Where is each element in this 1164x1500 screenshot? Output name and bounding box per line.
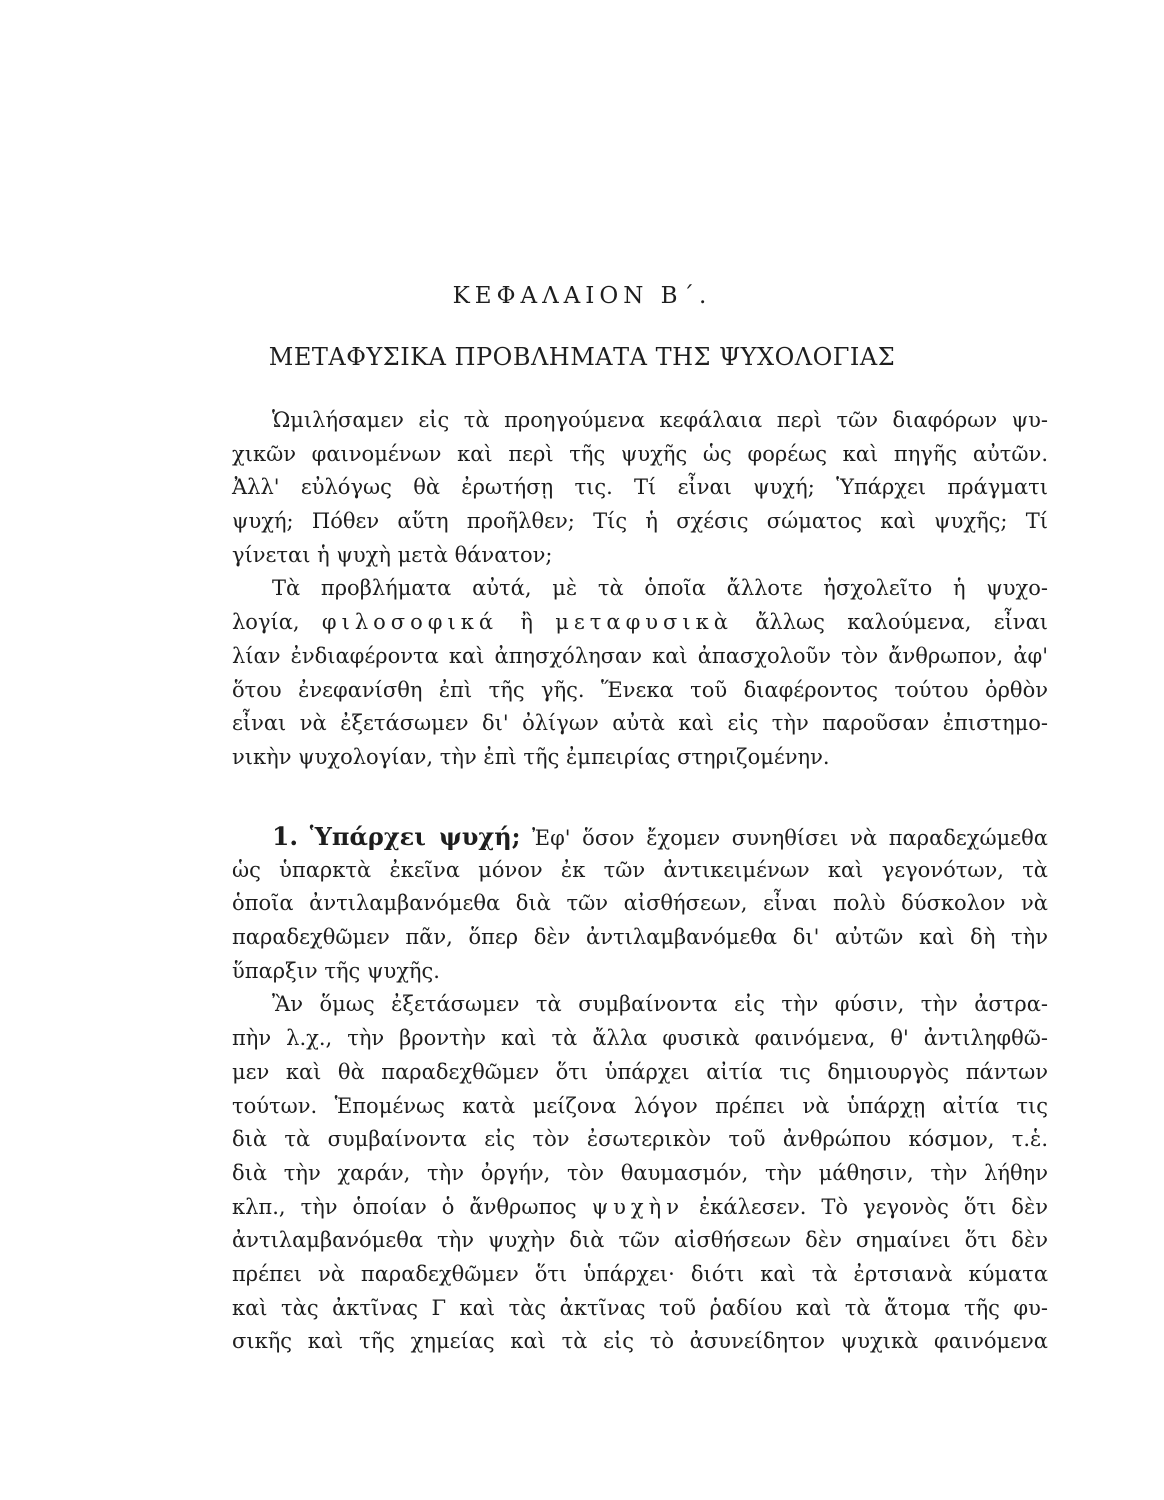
text-line: Ἀλλ' εὐλόγως θὰ ἐρωτήσῃ τις. Τί εἶναι ψυχή; Ὑπάρχει πράγματι — [232, 475, 1048, 500]
chapter-label: ΚΕΦΑΛΑΙΟΝ Β΄. — [452, 283, 712, 309]
text-line: ψυχή; Πόθεν αὕτη προῆλθεν; Τίς ἡ σχέσις σώματος καὶ ψυχῆς; Τί — [232, 509, 1048, 534]
text-line: εἶναι νὰ ἐξετάσωμεν δι' ὀλίγων αὐτὰ καὶ εἰς τὴν παροῦσαν ἐπιστημο- — [232, 711, 1048, 736]
text-fragment: Ἐφ' ὅσον ἔχομεν συνηθίσει νὰ παραδεχώμεθα — [532, 826, 1048, 850]
text-line: τούτων. Ἑπομένως κατὰ μείζονα λόγον πρέπει νὰ ὑπάρχῃ αἰτία τις — [232, 1093, 1048, 1118]
section-title: Ὑπάρχει ψυχή; — [309, 822, 521, 851]
text-line: γίνεται ἡ ψυχὴ μετὰ θάνατον; — [232, 542, 553, 567]
text-line: διὰ τὴν χαράν, τὴν ὀργήν, τὸν θαυμασμόν, τὴν μάθησιν, τὴν λήθην — [232, 1160, 1048, 1185]
text-line: Ὡμιλήσαμεν εἰς τὰ προηγούμενα κεφάλαια περὶ τῶν διαφόρων ψυ- — [272, 408, 1048, 432]
section-heading-line — [232, 820, 1048, 854]
text-line: ὅτου ἐνεφανίσθη ἐπὶ τῆς γῆς. Ἕνεκα τοῦ διαφέροντος τούτου ὀρθὸν — [232, 677, 1048, 702]
text-line — [232, 606, 1048, 640]
text-line: ὁποῖα ἀντιλαμβανόμεθα διὰ τῶν αἰσθήσεων, εἶναι πολὺ δύσκολον νὰ — [232, 891, 1048, 916]
text-fragment: ἐκάλεσεν. Τὸ γεγονὸς ὅτι δὲν — [699, 1194, 1048, 1219]
text-line: καὶ τὰς ἀκτῖνας Γ καὶ τὰς ἀκτῖνας τοῦ ῥαδίου καὶ τὰ ἄτομα τῆς φυ- — [232, 1295, 1048, 1320]
text-line: πὴν λ.χ., τὴν βροντὴν καὶ τὰ ἄλλα φυσικὰ φαινόμενα, θ' ἀντιληφθῶ- — [232, 1026, 1048, 1051]
text-line: ὕπαρξιν τῆς ψυχῆς. — [232, 958, 440, 983]
spaced-term: ψυχὴν — [591, 1194, 684, 1219]
text-line: σικῆς καὶ τῆς χημείας καὶ τὰ εἰς τὸ ἀσυνείδητον ψυχικὰ φαινόμενα — [232, 1329, 1048, 1354]
spaced-term: φιλοσοφικά — [321, 610, 499, 635]
spaced-term: μεταφυσικὰ — [555, 610, 733, 635]
text-line: χικῶν φαινομένων καὶ περὶ τῆς ψυχῆς ὡς φορέως καὶ πηγῆς αὐτῶν. — [232, 441, 1048, 466]
intro-text — [232, 404, 1048, 775]
chapter-title: ΜΕΤΑΦΥΣΙΚΑ ΠΡΟΒΛΗΜΑΤΑ ΤΗΣ ΨΥΧΟΛΟΓΙΑΣ — [268, 343, 896, 371]
text-line: Τὰ προβλήματα αὐτά, μὲ τὰ ὁποῖα ἄλλοτε ἠσχολεῖτο ἡ ψυχο- — [272, 576, 1048, 601]
section-number: 1. — [272, 822, 299, 851]
text-fragment: ἢ — [520, 610, 533, 635]
text-line: παραδεχθῶμεν πᾶν, ὅπερ δὲν ἀντιλαμβανόμεθα δι' αὐτῶν καὶ δὴ τὴν — [232, 925, 1048, 950]
text-line: ἀντιλαμβανόμεθα τὴν ψυχὴν διὰ τῶν αἰσθήσεων δὲν σημαίνει ὅτι δὲν — [232, 1228, 1048, 1253]
text-fragment: λογία, — [232, 610, 300, 635]
section-1-text — [232, 820, 1048, 1359]
text-line — [232, 1191, 1048, 1225]
text-line: νικὴν ψυχολογίαν, τὴν ἐπὶ τῆς ἐμπειρίας στηριζομένην. — [232, 744, 830, 769]
text-fragment: ἄλλως καλούμενα, εἶναι — [755, 610, 1048, 635]
text-line: ὡς ὑπαρκτὰ ἐκεῖνα μόνον ἐκ τῶν ἀντικειμένων καὶ γεγονότων, τὰ — [232, 857, 1048, 882]
text-line: μεν καὶ θὰ παραδεχθῶμεν ὅτι ὑπάρχει αἰτία τις δημιουργὸς πάντων — [232, 1059, 1048, 1084]
text-line: Ἂν ὅμως ἐξετάσωμεν τὰ συμβαίνοντα εἰς τὴν φύσιν, τὴν ἀστρα- — [272, 992, 1048, 1017]
text-line: διὰ τὰ συμβαίνοντα εἰς τὸν ἐσωτερικὸν τοῦ ἀνθρώπου κόσμον, τ.ἑ. — [232, 1127, 1048, 1152]
text-line: λίαν ἐνδιαφέροντα καὶ ἀπησχόλησαν καὶ ἀπασχολοῦν τὸν ἄνθρωπον, ἀφ' — [232, 643, 1048, 668]
text-line: πρέπει νὰ παραδεχθῶμεν ὅτι ὑπάρχει· διότι καὶ τὰ ἐρτσιανὰ κύματα — [232, 1261, 1048, 1286]
text-fragment: κλπ., τὴν ὁποίαν ὁ ἄνθρωπος — [232, 1194, 577, 1219]
